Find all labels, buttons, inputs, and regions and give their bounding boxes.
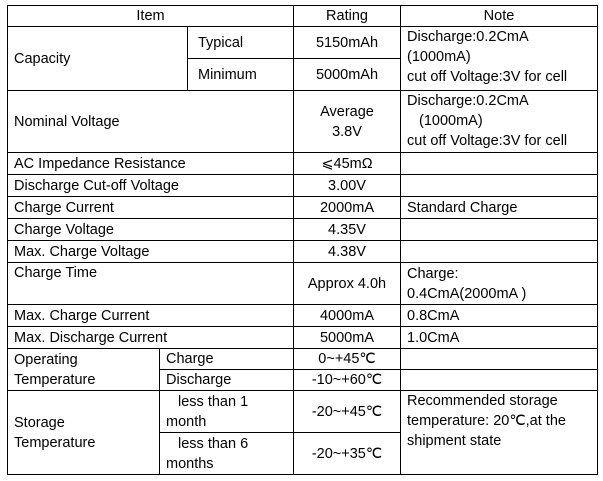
capacity-typical-value: 5150mAh <box>294 27 401 59</box>
charge-time-row <box>8 263 598 305</box>
capacity-note-line1: Discharge:0.2CmA <box>407 29 529 45</box>
discharge-cutoff-value: 3.00V <box>294 175 401 197</box>
storage-temp-label <box>8 391 160 475</box>
capacity-label: Capacity <box>8 27 188 91</box>
ac-impedance-value: ⩽45mΩ <box>294 153 401 175</box>
charge-current-row <box>8 197 598 219</box>
operating-temp-discharge-value: -10~+60℃ <box>294 370 401 391</box>
operating-temp-charge-row <box>8 349 598 370</box>
max-charge-current-note: 0.8CmA <box>401 305 598 327</box>
nominal-voltage-row <box>8 91 598 153</box>
header-rating: Rating <box>294 6 401 27</box>
max-charge-current-row <box>8 305 598 327</box>
charge-current-note: Standard Charge <box>401 197 598 219</box>
charge-voltage-value: 4.35V <box>294 219 401 241</box>
max-charge-voltage-value: 4.38V <box>294 241 401 263</box>
nominal-voltage-value-line2: 3.8V <box>332 123 362 140</box>
charge-current-value: 2000mA <box>294 197 401 219</box>
storage-temp-label-line2: Temperature <box>14 434 96 451</box>
max-discharge-current-note: 1.0CmA <box>401 327 598 349</box>
operating-temp-discharge-label: Discharge <box>160 370 294 391</box>
spec-table <box>7 5 598 475</box>
nominal-voltage-value <box>294 91 401 153</box>
operating-temp-label <box>8 349 160 391</box>
charge-voltage-row <box>8 219 598 241</box>
operating-temp-charge-value: 0~+45℃ <box>294 349 401 370</box>
capacity-minimum-value: 5000mAh <box>294 59 401 91</box>
charge-voltage-note <box>401 219 598 241</box>
operating-temp-label-line1: Operating <box>14 351 78 368</box>
max-charge-current-value: 4000mA <box>294 305 401 327</box>
operating-temp-label-line2: Temperature <box>14 371 96 388</box>
max-charge-voltage-row <box>8 241 598 263</box>
max-charge-voltage-label: Max. Charge Voltage <box>8 241 294 263</box>
storage-temp-short-row <box>8 391 598 433</box>
charge-time-value: Approx 4.0h <box>294 263 401 305</box>
storage-temp-long-line2: months <box>166 455 214 472</box>
capacity-note <box>401 27 598 91</box>
charge-current-label: Charge Current <box>8 197 294 219</box>
header-item: Item <box>8 6 294 27</box>
discharge-cutoff-note <box>401 175 598 197</box>
max-charge-voltage-note <box>401 241 598 263</box>
max-discharge-current-value: 5000mA <box>294 327 401 349</box>
header-row <box>8 6 598 27</box>
operating-temp-charge-label: Charge <box>160 349 294 370</box>
charge-voltage-label: Charge Voltage <box>8 219 294 241</box>
max-discharge-current-label: Max. Discharge Current <box>8 327 294 349</box>
capacity-note-line2: (1000mA) <box>407 49 471 65</box>
nominal-voltage-label: Nominal Voltage <box>8 91 294 153</box>
storage-temp-label-line1: Storage <box>14 414 65 431</box>
discharge-cutoff-label: Discharge Cut-off Voltage <box>8 175 294 197</box>
ac-impedance-row <box>8 153 598 175</box>
charge-time-label: Charge Time <box>8 263 294 305</box>
charge-time-note-line1: Charge: <box>407 265 459 282</box>
capacity-note-line3: cut off Voltage:3V for cell <box>407 69 568 85</box>
storage-temp-short-line1: less than 1 <box>178 393 249 410</box>
nominal-voltage-note-line2: (1000mA) <box>419 113 483 129</box>
nominal-voltage-value-line1: Average <box>320 103 374 120</box>
nominal-voltage-note-line1: Discharge:0.2CmA <box>407 93 529 109</box>
nominal-voltage-note-line3: cut off Voltage:3V for cell <box>407 133 568 149</box>
operating-temp-charge-note <box>401 349 598 370</box>
operating-temp-discharge-note <box>401 370 598 391</box>
storage-temp-short-value: -20~+45℃ <box>294 391 401 433</box>
max-charge-current-label: Max. Charge Current <box>8 305 294 327</box>
storage-temp-long-line1: less than 6 <box>178 435 249 452</box>
storage-temp-long-label <box>160 433 294 475</box>
storage-temp-long-value: -20~+35℃ <box>294 433 401 475</box>
ac-impedance-note <box>401 153 598 175</box>
capacity-typical-label: Typical <box>188 27 294 59</box>
nominal-voltage-note <box>401 91 598 153</box>
storage-temp-short-line2: month <box>166 413 207 430</box>
header-note: Note <box>401 6 598 27</box>
capacity-minimum-label: Minimum <box>188 59 294 91</box>
charge-time-note <box>401 263 598 305</box>
discharge-cutoff-row <box>8 175 598 197</box>
storage-temp-note: Recommended storage temperature: 20℃,at the shipment state <box>401 391 598 475</box>
capacity-typical-row <box>8 27 598 59</box>
storage-temp-short-label <box>160 391 294 433</box>
max-discharge-current-row <box>8 327 598 349</box>
ac-impedance-label: AC Impedance Resistance <box>8 153 294 175</box>
charge-time-note-line2: 0.4CmA(2000mA ) <box>407 285 527 302</box>
